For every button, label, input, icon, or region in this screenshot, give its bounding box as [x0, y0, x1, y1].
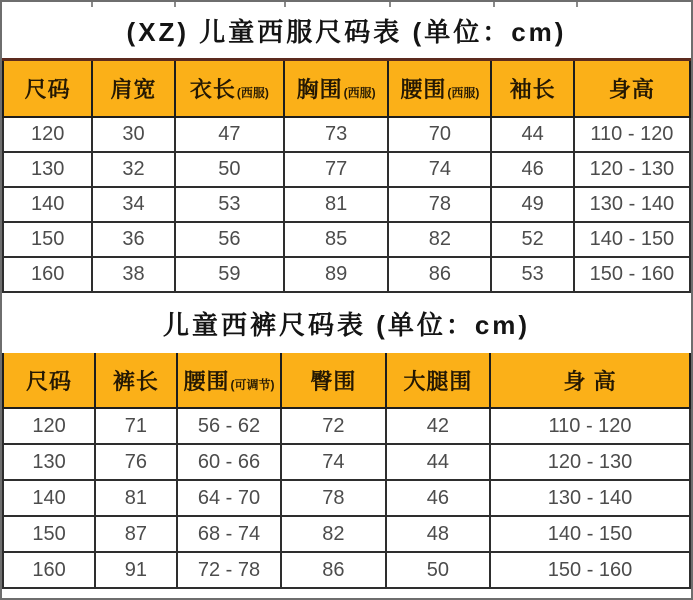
suit-table-title: (XZ) 儿童西服尺码表 (单位：cm) [2, 2, 691, 61]
table-cell: 76 [95, 444, 177, 480]
table-row [3, 444, 690, 480]
table-cell: 120 - 130 [490, 444, 690, 480]
table-row [3, 408, 690, 444]
table-row [3, 516, 690, 552]
table-cell: 56 - 62 [177, 408, 281, 444]
header-size: 尺码 [3, 61, 92, 117]
grid-tick [91, 2, 93, 7]
table-cell: 120 [3, 117, 92, 152]
table-cell: 59 [175, 257, 284, 292]
table-cell: 86 [281, 552, 385, 588]
table-cell: 150 - 160 [490, 552, 690, 588]
table-row [3, 222, 690, 257]
table-cell: 49 [491, 187, 573, 222]
table-cell: 150 [3, 222, 92, 257]
table-cell: 140 [3, 480, 95, 516]
grid-tick [576, 2, 578, 7]
header-height: 身高 [574, 61, 690, 117]
header-size: 尺码 [3, 353, 95, 408]
table-cell: 82 [388, 222, 491, 257]
table-cell: 44 [491, 117, 573, 152]
header-note: (西服) [343, 86, 376, 100]
table-cell: 160 [3, 257, 92, 292]
table-cell: 110 - 120 [490, 408, 690, 444]
pants-table-title: 儿童西裤尺码表 (单位：cm) [162, 309, 531, 340]
table-cell: 70 [388, 117, 491, 152]
header-note: (可调节) [230, 377, 275, 392]
table-cell: 34 [92, 187, 174, 222]
suit-table-header-row [3, 61, 690, 117]
header-waist: 腰围(西服) [388, 61, 491, 117]
header-waist-adjustable: 腰围(可调节) [177, 353, 281, 408]
table-cell: 120 [3, 408, 95, 444]
pants-size-table [2, 353, 691, 589]
header-shoulder-width: 肩宽 [92, 61, 174, 117]
table-cell: 47 [175, 117, 284, 152]
table-cell: 72 - 78 [177, 552, 281, 588]
pants-table-header-row [3, 353, 690, 408]
table-cell: 85 [284, 222, 388, 257]
table-cell: 81 [95, 480, 177, 516]
table-cell: 44 [386, 444, 490, 480]
table-cell: 73 [284, 117, 388, 152]
table-cell: 110 - 120 [574, 117, 690, 152]
header-hip: 臀围 [281, 353, 385, 408]
table-cell: 71 [95, 408, 177, 444]
table-row [3, 152, 690, 187]
table-row [3, 552, 690, 588]
table-cell: 130 - 140 [490, 480, 690, 516]
table-cell: 78 [281, 480, 385, 516]
table-cell: 78 [388, 187, 491, 222]
table-cell: 53 [491, 257, 573, 292]
table-row [3, 117, 690, 152]
table-cell: 87 [95, 516, 177, 552]
header-pants-length: 裤长 [95, 353, 177, 408]
table-cell: 140 [3, 187, 92, 222]
table-cell: 30 [92, 117, 174, 152]
table-cell: 50 [175, 152, 284, 187]
table-row [3, 257, 690, 292]
table-cell: 150 [3, 516, 95, 552]
table-cell: 52 [491, 222, 573, 257]
table-cell: 120 - 130 [574, 152, 690, 187]
table-cell: 46 [386, 480, 490, 516]
table-cell: 82 [281, 516, 385, 552]
suit-size-table [2, 61, 691, 293]
table-cell: 130 [3, 444, 95, 480]
table-cell: 77 [284, 152, 388, 187]
table-cell: 64 - 70 [177, 480, 281, 516]
table-cell: 140 - 150 [574, 222, 690, 257]
table-cell: 86 [388, 257, 491, 292]
table-cell: 74 [388, 152, 491, 187]
grid-tick [284, 2, 286, 7]
grid-tick [493, 2, 495, 7]
table-cell: 38 [92, 257, 174, 292]
table-cell: 91 [95, 552, 177, 588]
table-row [3, 480, 690, 516]
header-chest: 胸围(西服) [284, 61, 388, 117]
table-cell: 74 [281, 444, 385, 480]
table-cell: 72 [281, 408, 385, 444]
table-cell: 130 [3, 152, 92, 187]
grid-tick [174, 2, 176, 7]
header-sleeve-length: 袖长 [491, 61, 573, 117]
table-cell: 60 - 66 [177, 444, 281, 480]
header-thigh: 大腿围 [386, 353, 490, 408]
table-cell: 56 [175, 222, 284, 257]
table-cell: 150 - 160 [574, 257, 690, 292]
table-row [3, 187, 690, 222]
table-cell: 81 [284, 187, 388, 222]
table-cell: 32 [92, 152, 174, 187]
table-cell: 48 [386, 516, 490, 552]
table-cell: 53 [175, 187, 284, 222]
table-cell: 46 [491, 152, 573, 187]
header-note: (西服) [236, 86, 269, 100]
table-cell: 160 [3, 552, 95, 588]
table-cell: 89 [284, 257, 388, 292]
header-note: (西服) [447, 86, 480, 100]
table-cell: 68 - 74 [177, 516, 281, 552]
table-cell: 140 - 150 [490, 516, 690, 552]
header-height: 身 高 [490, 353, 690, 408]
header-garment-length: 衣长(西服) [175, 61, 284, 117]
table-cell: 36 [92, 222, 174, 257]
table-cell: 42 [386, 408, 490, 444]
table-cell: 130 - 140 [574, 187, 690, 222]
table-cell: 50 [386, 552, 490, 588]
grid-tick [389, 2, 391, 7]
